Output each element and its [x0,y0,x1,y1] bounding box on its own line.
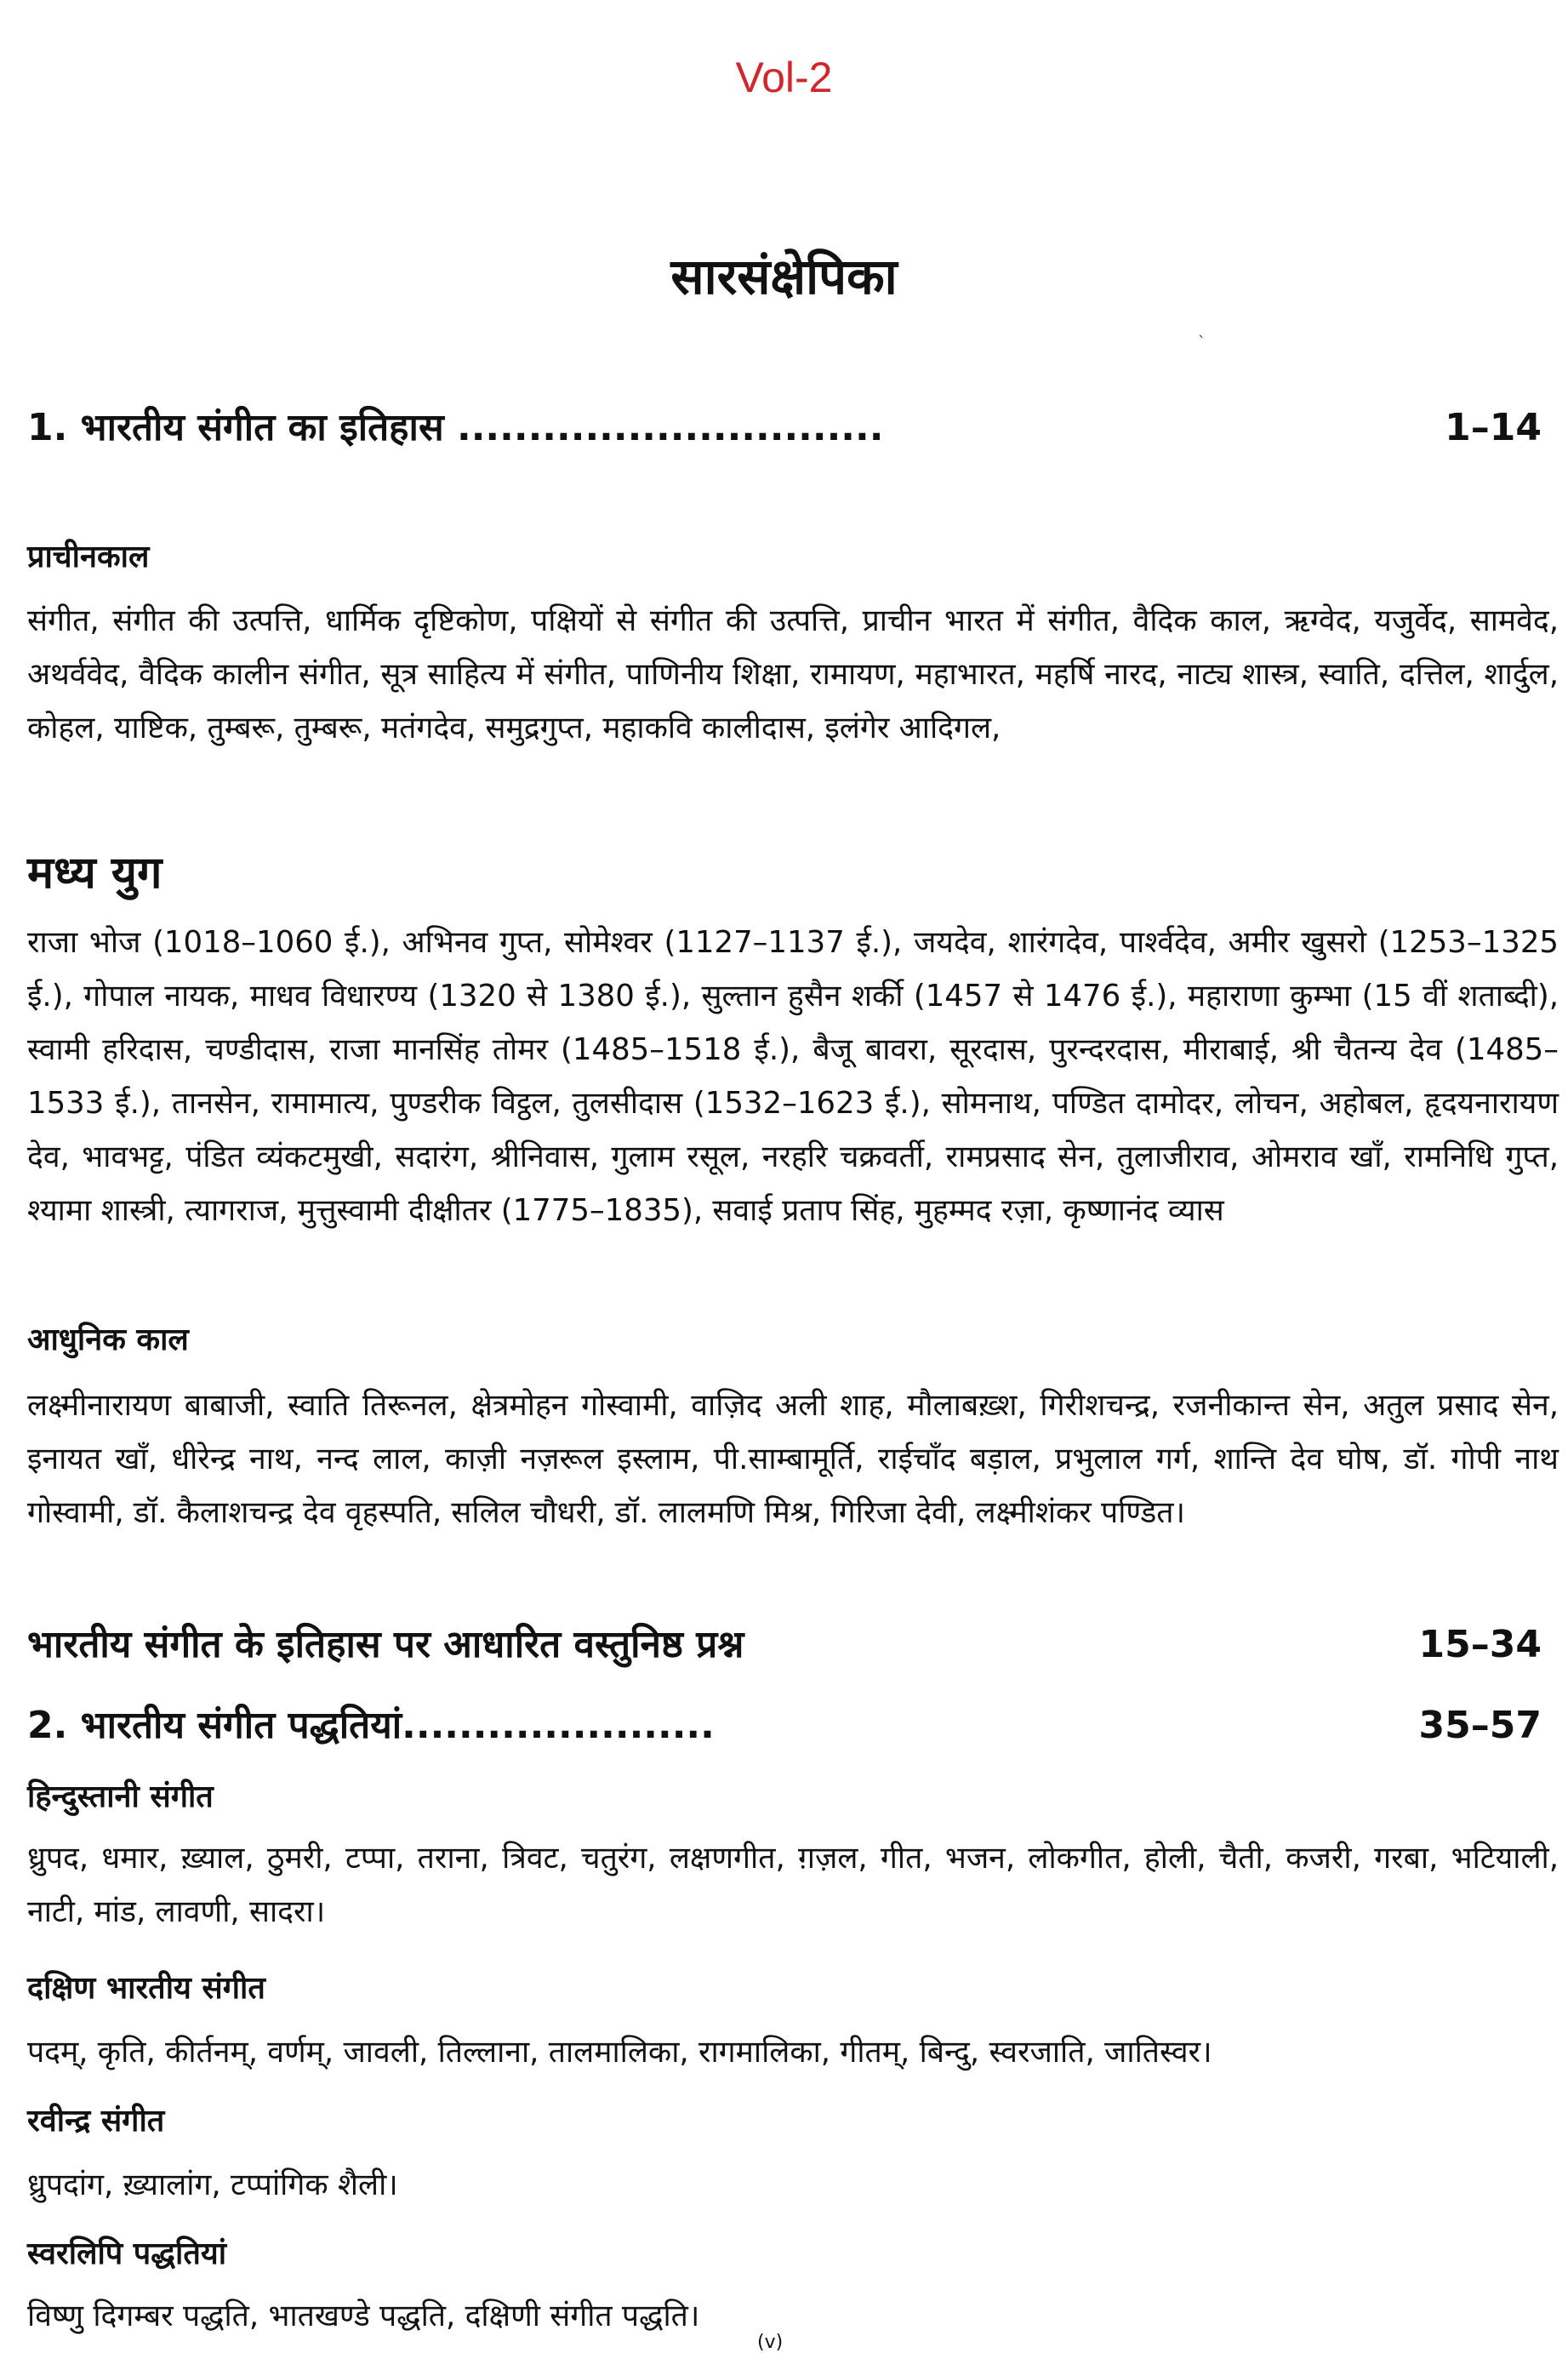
section-text-swarlipi: विष्णु दिगम्बर पद्धति, भातखण्डे पद्धति, दक्षिणी संगीत पद्धति। [27,2299,700,2333]
toc-entry-chapter-2 [27,1698,1542,1749]
toc-entry-chapter-1 [27,400,1542,451]
objective-heading: भारतीय संगीत के इतिहास पर आधारित वस्तुनिष्ठ प्रश्न [27,1623,744,1666]
chapter-2-pages: 35–57 [1418,1704,1542,1747]
section-heading-adhunik: आधुनिक काल [27,1322,189,1357]
section-text-hindustani: ध्रुपद, धमार, ख़्याल, ठुमरी, टप्पा, तराना, त्रिवट, चतुरंग, लक्षणगीत, ग़ज़ल, गीत, भजन, लोकगीत, होली, चैती, कजरी, गरबा, भटियाली, नाटी, मांड, लावणी, सादरा। [27,1841,1559,1929]
volume-label: Vol-2 [735,54,833,101]
chapter-2-heading: 2. भारतीय संगीत पद्धतियां...................... [27,1704,715,1747]
section-heading-swarlipi: स्वरलिपि पद्धतियां [27,2236,227,2271]
chapter-1-heading: 1. भारतीय संगीत का इतिहास .............................. [27,406,884,449]
page-title: सारसंक्षेपिका [670,248,898,306]
chapter-1-pages: 1–14 [1445,406,1542,449]
section-text-dakshin: पदम्, कृति, कीर्तनम्, वर्णम्, जावली, तिल्लाना, तालमालिका, रागमालिका, गीतम्, बिन्दु, स्वरजाति, जातिस्वर। [27,2035,1212,2070]
page-number-mark: (v) [757,2332,784,2353]
section-text-madhya: राजा भोज (1018–1060 ई.), अभिनव गुप्त, सोमेश्वर (1127–1137 ई.), जयदेव, शारंगदेव, पार्श्वदेव, अमीर खुसरो (1253–1325 ई.), गोपाल नायक, माधव विधारण्य (1320 से 1380 ई.), सुल्तान हुसैन शर्की (1457 से 1476 ई.), महाराणा कुम्भा (15 वीं शताब्दी), स्वामी हरिदास, चण्डीदास, राजा मानसिंह तोमर (1485–1518 ई.), बैजू बावरा, सूरदास, पुरन्दरदास, मीराबाई, श्री चैतन्य देव (1485–1533 ई.), तानसेन, रामामात्य, पुण्डरीक विट्ठल, तुलसीदास (1532–1623 ई.), सोमनाथ, पण्डित दामोदर, लोचन, अहोबल, हृदयनारायण देव, भावभट्ट, पंडित व्यंकटमुखी, सदारंग, श्रीनिवास, गुलाम रसूल, नरहरि चक्रवर्ती, रामप्रसाद सेन, तुलाजीराव, ओमराव खाँ, रामनिधि गुप्त, श्यामा शास्त्री, त्यागराज, मुत्तुस्वामी दीक्षीतर (1775–1835), सवाई प्रताप सिंह, मुहम्मद रज़ा, कृष्णानंद व्यास [27,925,1559,1228]
section-text-ravindra: ध्रुपदांग, ख़्यालांग, टप्पांगिक शैली। [27,2167,398,2202]
section-heading-prachin: प्राचीनकाल [27,540,150,574]
section-text-prachin: संगीत, संगीत की उत्पत्ति, धार्मिक दृष्टिकोण, पक्षियों से संगीत की उत्पत्ति, प्राचीन भारत में संगीत, वैदिक काल, ऋग्वेद, यजुर्वेद, सामवेद, अथर्ववेद, वैदिक कालीन संगीत, सूत्र साहित्य में संगीत, पाणिनीय शिक्षा, रामायण, महाभारत, महर्षि नारद, नाट्य शास्त्र, स्वाति, दत्तिल, शार्दुल, कोहल, याष्टिक, तुम्बरू, तुम्बरू, मतंगदेव, समुद्रगुप्त, महाकवि कालीदास, इलंगेर आदिगल, [27,603,1559,745]
section-text-adhunik: लक्ष्मीनारायण बाबाजी, स्वाति तिरूनल, क्षेत्रमोहन गोस्वामी, वाज़िद अली शाह, मौलाबख़्श, गिरीशचन्द्र, रजनीकान्त सेन, अतुल प्रसाद सेन, इनायत खाँ, धीरेन्द्र नाथ, नन्द लाल, काज़ी नज़रूल इस्लाम, पी.साम्बामूर्ति, राईचाँद बड़ाल, प्रभुलाल गर्ग, शान्ति देव घोष, डॉ. गोपी नाथ गोस्वामी, डॉ. कैलाशचन्द्र देव वृहस्पति, सलिल चौधरी, डॉ. लालमणि मिश्र, गिरिजा देवी, लक्ष्मीशंकर पण्डित। [27,1388,1559,1530]
section-heading-hindustani: हिन्दुस्तानी संगीत [27,1779,214,1814]
section-heading-madhya: मध्य युग [27,848,163,899]
section-heading-ravindra: रवीन्द्र संगीत [27,2104,165,2139]
section-heading-dakshin: दक्षिण भारतीय संगीत [27,1971,265,2006]
toc-entry-objective [27,1617,1542,1668]
objective-pages: 15–34 [1418,1623,1542,1666]
stray-mark: ` [1198,334,1206,351]
